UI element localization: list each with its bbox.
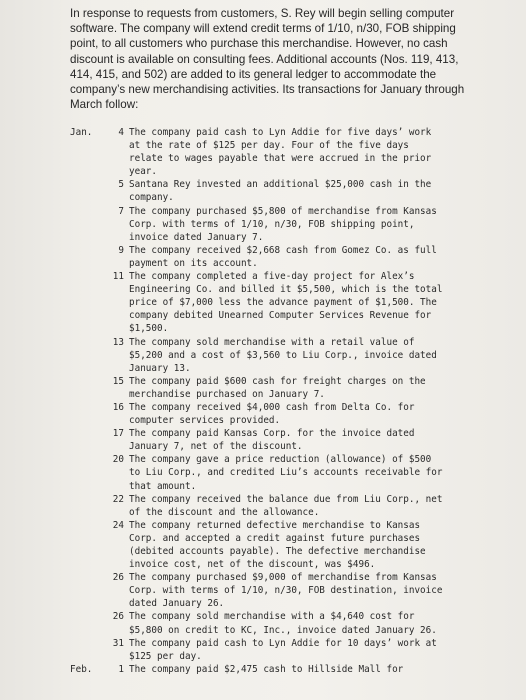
transaction-month [70,519,104,571]
transaction-description: The company completed a five-day project for Alex’s Engineering Co. and billed it $5,500, which is the total price of $7,000 less the advance payment of $1,500. The company debited Unearned Computer Services Revenue for $1,500. [129,271,443,335]
transaction-description: The company received $2,668 cash from Gomez Co. as full payment on its account. [129,244,437,269]
transaction-entry [70,336,470,375]
intro-paragraph: In response to requests from customers, S. Rey will begin selling computer software. The company will extend credit terms of 1/10, n/30, FOB shipping point, to all customers who purchase this merchandise. However, no cash discount is available on consulting fees. Additional accounts (Nos. 119, 413, 414, 415, and 502) are added to its general ledger to accommodate the company’s new merchandising activities. Its transactions for January through March follow: [70,7,465,112]
transaction-entry [70,571,470,610]
transaction-day: 31 [112,637,124,649]
transaction-entry [70,401,470,427]
transaction-day: 7 [118,205,124,217]
transaction-day: 11 [112,271,124,283]
transaction-description: The company received the balance due from Liu Corp., net of the discount and the allowance. [129,493,443,518]
transaction-description: The company sold merchandise with a retail value of $5,200 and a cost of $3,560 to Liu Corp., invoice dated January 13. [129,336,437,374]
transaction-entry [70,205,470,244]
transaction-day: 26 [112,611,124,623]
transaction-day: 20 [112,454,124,466]
transaction-entry [70,427,470,453]
transaction-day: 13 [112,336,124,348]
transaction-day: 24 [112,519,124,531]
transaction-day: 26 [112,572,124,584]
transaction-day: 1 [118,663,124,675]
transaction-description: The company paid cash to Lyn Addie for five days’ work at the rate of $125 per day. Four of the five days relate to wages payable that were accrued in the prior year. [129,127,432,178]
transaction-entry [70,178,470,204]
transaction-month [70,205,104,244]
transaction-day: 17 [112,428,124,440]
transaction-entry [70,663,470,676]
transaction-day: 16 [112,401,124,413]
transaction-month: Feb. [70,663,93,675]
transaction-month [70,493,104,519]
transaction-day: 4 [118,127,124,138]
transaction-entry [70,453,470,492]
transaction-month [70,244,104,270]
transaction-entry [70,610,470,636]
transaction-description: The company received $4,000 cash from Delta Co. for computer services provided. [129,401,415,427]
transaction-month [70,571,104,610]
transaction-month [70,336,104,375]
transaction-entry [70,519,470,571]
transaction-day: 15 [112,375,124,387]
transaction-entry [70,270,470,335]
transaction-description: The company paid cash to Lyn Addie for 10 days’ work at $125 per day. [129,637,437,662]
transaction-description: The company paid Kansas Corp. for the invoice dated January 7, net of the discount. [129,428,415,453]
transaction-month [70,427,104,453]
transaction-description: The company purchased $9,000 of merchandise from Kansas Corp. with terms of 1/10, n/30, FOB destination, invoice dated January 26. [129,572,443,610]
transaction-day: 22 [112,493,124,505]
transaction-description: Santana Rey invested an additional $25,000 cash in the company. [129,179,432,204]
transaction-month [70,270,104,335]
transaction-day: 5 [118,179,124,191]
transaction-description: The company gave a price reduction (allowance) of $500 to Liu Corp., and credited Liu’s accounts receivable for that amount. [129,454,443,492]
transaction-description: The company returned defective merchandise to Kansas Corp. and accepted a credit against future purchases (debited accounts payable). The defective merchandise invoice cost, net of the discount, was $496. [129,519,426,571]
transaction-day: 9 [118,244,124,256]
transaction-entry [70,637,470,663]
transaction-entry [70,375,470,401]
transaction-month [70,401,104,427]
transaction-month [70,375,104,401]
transaction-description: The company paid $2,475 cash to Hillside Mall for [129,663,404,675]
transaction-description: The company sold merchandise with a $4,640 cost for $5,800 on credit to KC, Inc., invoice dated January 26. [129,611,437,636]
transaction-month [70,637,104,663]
transaction-month: Jan. [70,127,93,138]
transaction-entry [70,126,470,178]
transaction-entry [70,493,470,519]
transaction-month [70,610,104,636]
transaction-description: The company paid $600 cash for freight charges on the merchandise purchased on January 7. [129,375,426,400]
transaction-list [70,126,470,676]
transaction-entry [70,244,470,270]
transaction-month [70,453,104,492]
transaction-description: The company purchased $5,800 of merchandise from Kansas Corp. with terms of 1/10, n/30, FOB shipping point, invoice dated January 7. [129,205,437,243]
transaction-month [70,178,104,204]
